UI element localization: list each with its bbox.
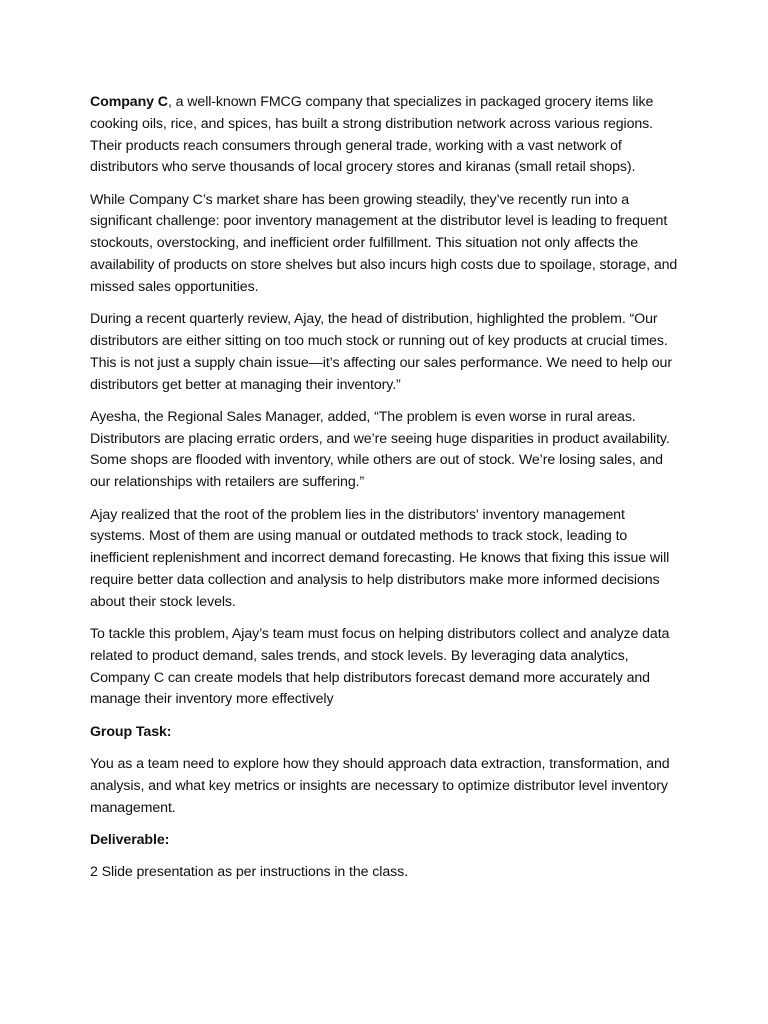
regional-manager-paragraph: Ayesha, the Regional Sales Manager, added, “The problem is even worse in rural areas. Distributors are placing erratic orders, and we’re seeing huge disparities in product availability. Some shops are flooded with inventory, while others are out of stock. We’re losing sales, and our relationships with retailers are suffering.” (90, 408, 670, 491)
approach-paragraph: To tackle this problem, Ajay’s team must focus on helping distributors collect and analyze data related to product demand, sales trends, and stock levels. By leveraging data analytics, Company C can create models that help distributors forecast demand more accurately and manage their inventory more effectively (90, 626, 670, 708)
group-task-heading: Group Task: (90, 723, 172, 740)
challenge-paragraph: While Company C’s market share has been growing steadily, they’ve recently run into a significant challenge: poor inventory management at the distributor level is leading to frequent stockouts, overstocking, and inefficient order fulfillment. This situation not only affects the availability of products on store shelves but also incurs high costs due to spoilage, storage, and missed sales opportunities. (90, 191, 678, 295)
deliverable-heading: Deliverable: (90, 831, 170, 848)
company-name: Company C (90, 94, 168, 110)
root-cause-paragraph: Ajay realized that the root of the problem lies in the distributors' inventory management systems. Most of them are using manual or outdated methods to track stock, leading to inefficient replenishment and incorrect demand forecasting. He knows that fixing this issue will require better data collection and analysis to help distributors make more informed decisions about their stock levels. (90, 506, 670, 610)
quarterly-review-paragraph: During a recent quarterly review, Ajay, the head of distribution, highlighted the problem. “Our distributors are either sitting on too much stock or running out of key products at crucial times. This is not just a supply chain issue—it’s affecting our sales performance. We need to help our distributors get better at managing their inventory.” (90, 311, 672, 393)
deliverable-text: 2 Slide presentation as per instructions in the class. (90, 864, 408, 881)
intro-text: , a well-known FMCG company that specializes in packaged grocery items like cooking oils, rice, and spices, has built a strong distribution network across various regions. Their products reach consumers through general trade, working with a vast network of distributors who serve thousands of local grocery stores and kiranas (small retail shops). (90, 94, 654, 176)
document-body (90, 92, 682, 895)
group-task-text: You as a team need to explore how they should approach data extraction, transformation, and analysis, and what key metrics or insights are necessary to optimize distributor level inventory management. (90, 756, 670, 816)
intro-paragraph (90, 92, 682, 179)
